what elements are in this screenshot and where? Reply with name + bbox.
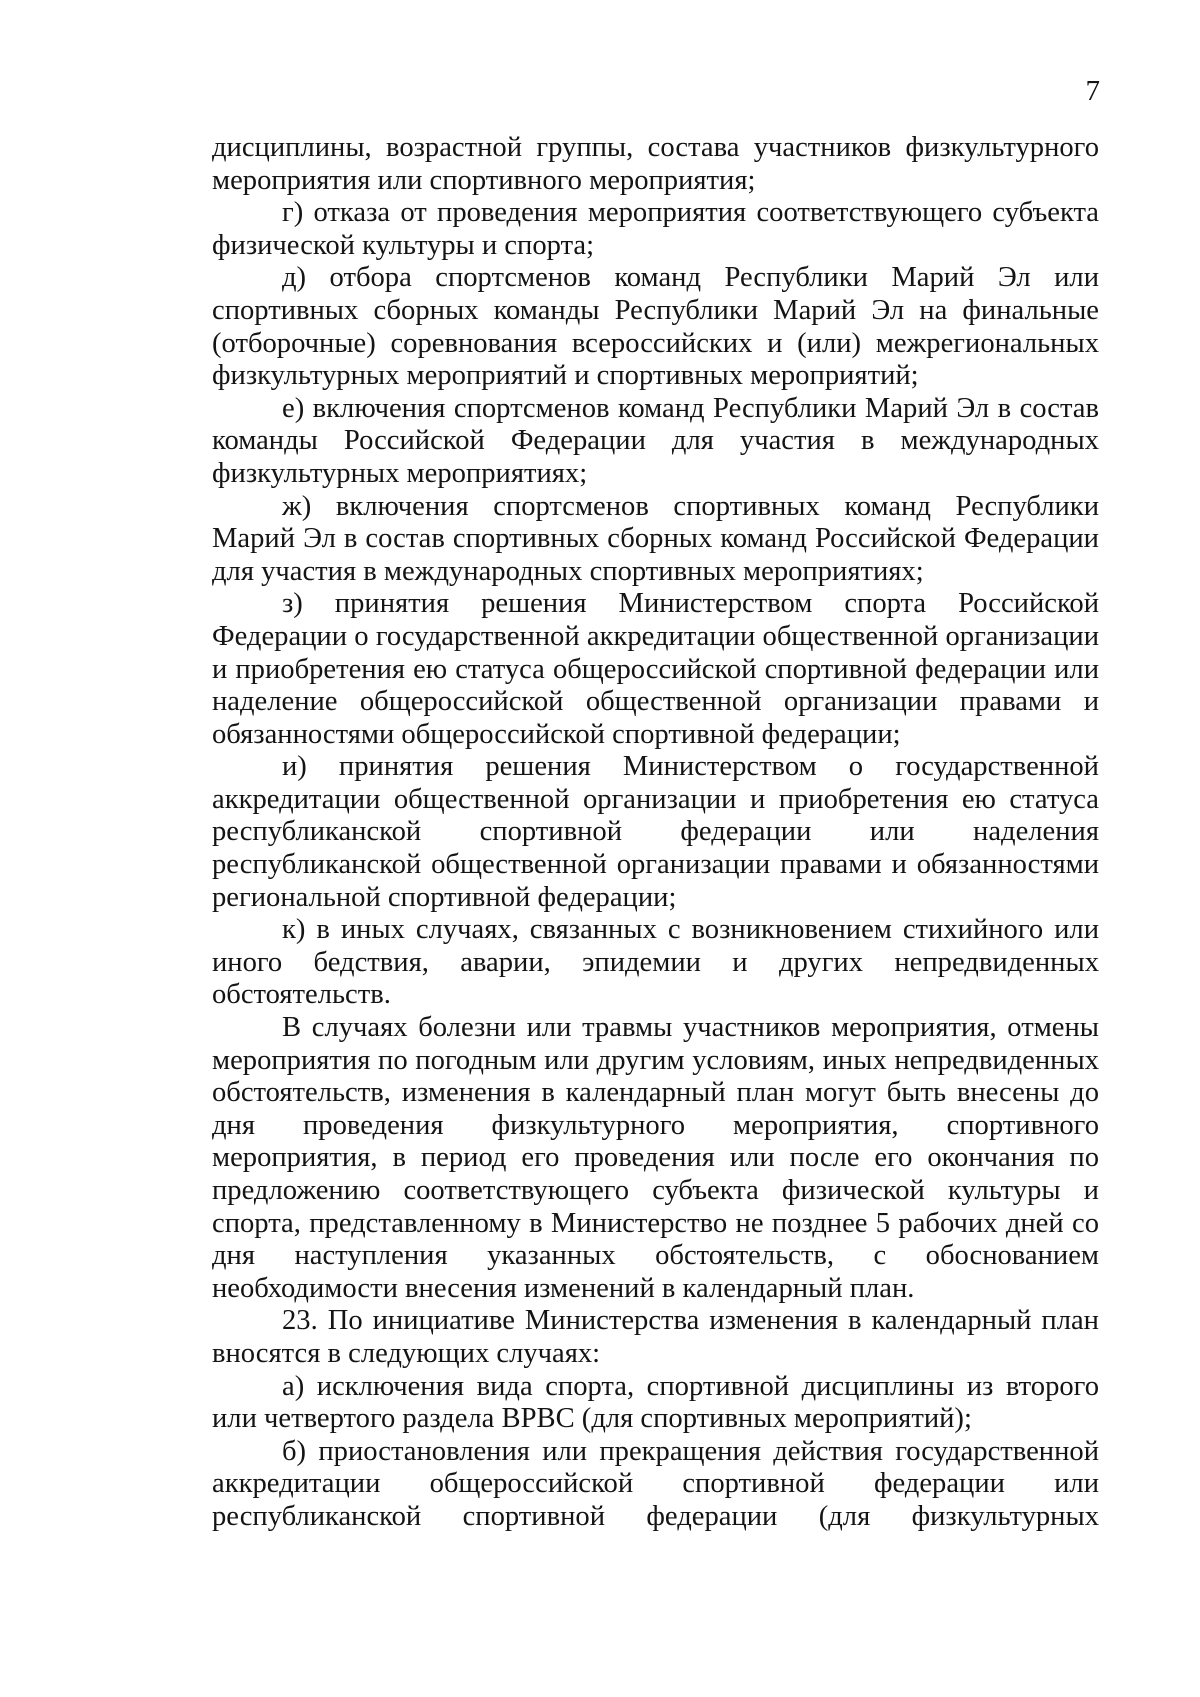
- document-body: [212, 132, 1099, 1534]
- paragraph-item-g: г) отказа от проведения мероприятия соответствующего субъекта физической культуры и спорта;: [212, 197, 1099, 261]
- paragraph-item-z: з) принятия решения Министерством спорта Российской Федерации о государственной аккредитации общественной организации и приобретения ею статуса общероссийской спортивной федерации или наделение общероссийской общественной организации правами и обязанностями общероссийской спортивной федерации;: [212, 588, 1099, 750]
- paragraph-continuation: дисциплины, возрастной группы, состава участников физкультурного мероприятия или спортивного мероприятия;: [212, 132, 1099, 196]
- paragraph-item-i: и) принятия решения Министерством о государственной аккредитации общественной организации и приобретения ею статуса республиканской спортивной федерации или наделения республиканской общественной организации правами и обязанностями региональной спортивной федерации;: [212, 751, 1099, 913]
- paragraph-illness-injury: В случаях болезни или травмы участников мероприятия, отмены мероприятия по погодным или другим условиям, иных непредвиденных обстоятельств, изменения в календарный план могут быть внесены до дня проведения физкультурного мероприятия, спортивного мероприятия, в период его проведения или после его окончания по предложению соответствующего субъекта физической культуры и спорта, представленному в Министерство не позднее 5 рабочих дней со дня наступления указанных обстоятельств, с обоснованием необходимости внесения изменений в календарный план.: [212, 1012, 1099, 1304]
- paragraph-item-k: к) в иных случаях, связанных с возникновением стихийного или иного бедствия, аварии, эпидемии и других непредвиденных обстоятельств.: [212, 914, 1099, 1011]
- paragraph-item-a: а) исключения вида спорта, спортивной дисциплины из второго или четвертого раздела ВРВС (для спортивных мероприятий);: [212, 1370, 1099, 1435]
- paragraph-item-d: д) отбора спортсменов команд Республики Марий Эл или спортивных сборных команды Республики Марий Эл на финальные (отборочные) соревнования всероссийских и (или) межрегиональных физкультурных мероприятий и спортивных мероприятий;: [212, 262, 1099, 392]
- paragraph-item-e: е) включения спортсменов команд Республики Марий Эл в состав команды Российской Федерации для участия в международных физкультурных мероприятиях;: [212, 392, 1099, 489]
- paragraph-item-b: б) приостановления или прекращения действия государственной аккредитации общероссийской спортивной федерации или республиканской спортивной федерации (для физкультурных: [212, 1435, 1099, 1532]
- paragraph-item-zh: ж) включения спортсменов спортивных команд Республики Марий Эл в состав спортивных сборных команд Российской Федерации для участия в международных спортивных мероприятиях;: [212, 490, 1099, 587]
- paragraph-section-23: 23. По инициативе Министерства изменения в календарный план вносятся в следующих случаях:: [212, 1305, 1099, 1369]
- page-number: 7: [1085, 75, 1100, 107]
